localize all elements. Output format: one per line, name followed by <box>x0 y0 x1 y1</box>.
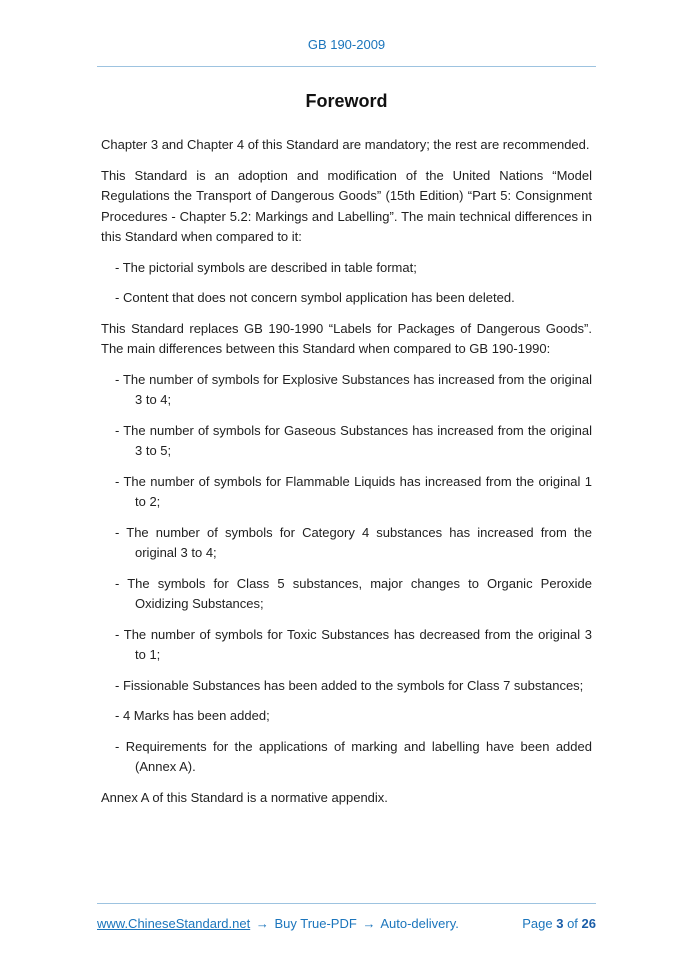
bullet-dash: - <box>115 422 120 438</box>
list-item <box>101 737 592 778</box>
bullet-dash: - <box>115 371 120 387</box>
list-item-text: Requirements for the applications of marking and labelling have been added (Annex A). <box>125 738 592 774</box>
list-item-text: The number of symbols for Category 4 substances has increased from the original 3 to 4; <box>126 524 592 560</box>
list-item <box>101 472 592 513</box>
list-item-text: Content that does not concern symbol application has been deleted. <box>122 290 515 305</box>
footer-promo <box>97 915 459 933</box>
list-item-text: The number of symbols for Flammable Liquids has increased from the original 1 to 2; <box>123 473 592 509</box>
list-item <box>101 258 592 279</box>
paragraph-mandatory: Chapter 3 and Chapter 4 of this Standard are mandatory; the rest are recommended. <box>101 137 590 152</box>
footer-buy-text: Buy True-PDF <box>274 916 357 931</box>
page-title: Foreword <box>305 91 388 111</box>
bullet-dash: - <box>115 677 120 693</box>
bullet-dash: - <box>115 473 120 489</box>
bullet-dash: - <box>115 575 120 591</box>
header-doc-number: GB 190-2009 <box>307 37 386 52</box>
page-indicator <box>522 915 596 933</box>
paragraph-adoption: This Standard is an adoption and modification of the United Nations “Model Regulations the Transport of Dangerous Goods” (15th Edition) “Part 5: Consignment Procedures - Chapter 5.2: Markings and Labelling”. The main technical differences in this Standard when compared to it: <box>101 167 592 244</box>
list-item <box>101 574 592 615</box>
page-header <box>0 0 693 67</box>
arrow-icon: → <box>255 916 269 931</box>
list-item-text: Fissionable Substances has been added to the symbols for Class 7 substances; <box>122 677 584 693</box>
bullet-dash: - <box>115 626 120 642</box>
page-current: 3 <box>556 916 564 931</box>
arrow-icon: → <box>362 916 376 931</box>
bullet-dash: - <box>115 708 120 723</box>
paragraph-annex: Annex A of this Standard is a normative appendix. <box>101 789 388 805</box>
list-item <box>101 706 592 727</box>
list-item-text: The number of symbols for Toxic Substances has decreased from the original 3 to 1; <box>123 626 592 662</box>
bullet-dash: - <box>115 259 120 275</box>
page-label: Page <box>522 916 553 931</box>
bullet-dash: - <box>115 290 120 305</box>
list-item <box>101 288 592 309</box>
list-item-text: The number of symbols for Gaseous Substances has increased from the original 3 to 5; <box>123 422 592 458</box>
list-item-text: The symbols for Class 5 substances, major changes to Organic Peroxide Oxidizing Substances; <box>127 575 592 611</box>
bullet-dash: - <box>115 738 120 754</box>
page-total: 26 <box>581 916 596 931</box>
list-item <box>101 370 592 411</box>
bullet-dash: - <box>115 524 120 540</box>
footer-delivery-text: Auto-delivery. <box>380 916 459 931</box>
paragraph-replaces: This Standard replaces GB 190-1990 “Labels for Packages of Dangerous Goods”. The main differences between this Standard when compared to GB 190-1990: <box>101 320 592 356</box>
list-item <box>101 625 592 666</box>
list-item <box>101 523 592 564</box>
list-item <box>101 421 592 462</box>
list-item-text: The pictorial symbols are described in table format; <box>122 259 417 275</box>
list-item-text: The number of symbols for Explosive Substances has increased from the original 3 to 4; <box>122 371 592 407</box>
list-item-text: 4 Marks has been added; <box>122 708 270 723</box>
of-label: of <box>567 916 578 931</box>
document-body <box>0 89 693 808</box>
list-item <box>101 676 592 697</box>
page-footer <box>97 903 596 933</box>
footer-site-link[interactable]: www.ChineseStandard.net <box>97 916 251 931</box>
header-divider <box>97 66 596 67</box>
